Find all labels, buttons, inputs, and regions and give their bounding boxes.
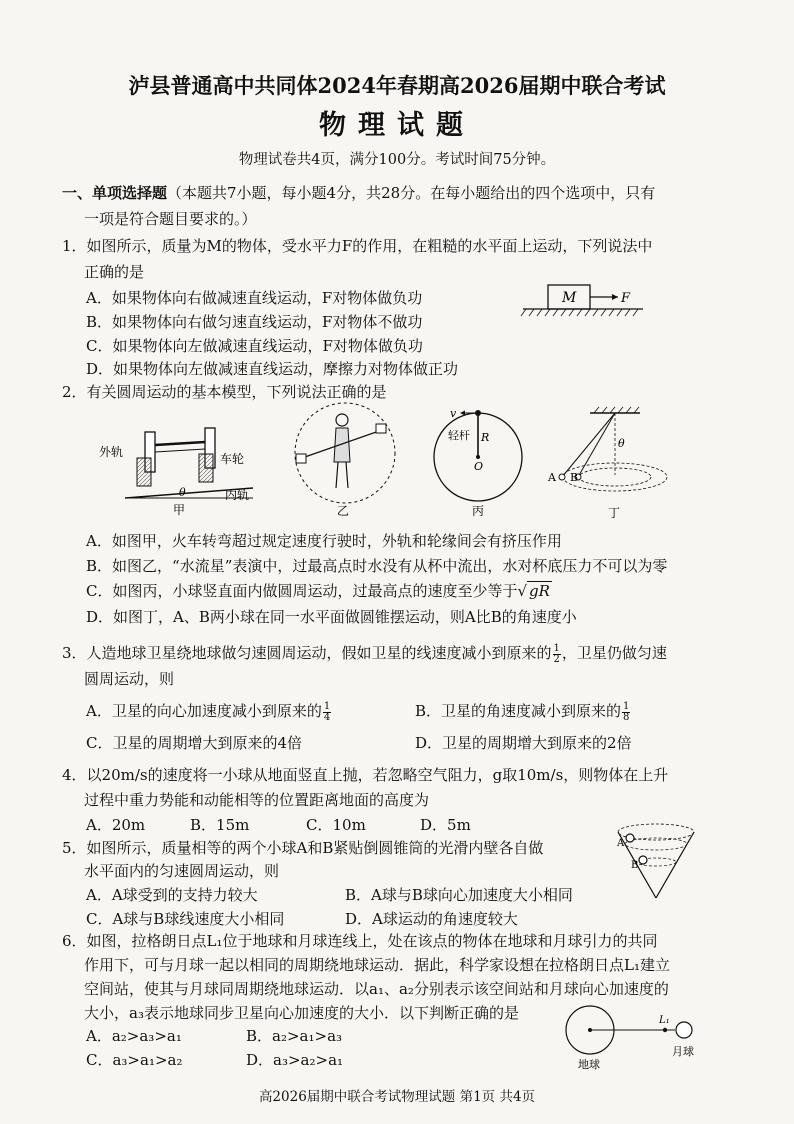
fraction-eighth: $\frac{1}{8}$ (623, 700, 630, 723)
velocity-arrow-head (460, 411, 465, 416)
center-point (476, 455, 480, 459)
q2-option-a: A．如图甲，火车转弯超过规定速度行驶时，外轨和轮缘间会有挤压作用 (86, 532, 562, 550)
q5-option-d: D．A球运动的角速度较大 (345, 910, 518, 928)
q2-figure-bing (428, 402, 528, 520)
earth-center (588, 1028, 592, 1032)
force-label: F (621, 291, 631, 306)
ball-a (559, 474, 565, 480)
ball-a-cone-label: A (617, 838, 625, 849)
performer-head (336, 414, 348, 426)
outer-rail-label: 外轨 (99, 445, 124, 459)
earth-label: 地球 (578, 1058, 600, 1071)
radius-label: R (481, 431, 490, 444)
fraction-half: $\frac{1}{2}$ (553, 642, 560, 665)
mass-label: M (562, 290, 577, 306)
q1-option-a: A．如果物体向右做减速直线运动，F对物体做负功 (86, 289, 423, 307)
outer-rail-block (137, 458, 151, 486)
angle-theta: θ (179, 486, 186, 499)
section-heading-line (62, 182, 655, 203)
moon-circle (676, 1022, 692, 1038)
ball-a-cone (626, 834, 634, 842)
q1-stem-2: 正确的是 (84, 263, 145, 281)
q3-option-d: D．卫星的周期增大到原来的2倍 (415, 734, 632, 752)
rod-label: 轻杆 (448, 429, 470, 442)
l1-label: L₁ (659, 1015, 670, 1026)
q4-stem-2: 过程中重力势能和动能相等的位置距离地面的高度为 (84, 791, 430, 809)
q2-stem: 2．有关圆周运动的基本模型，下列说法正确的是 (62, 383, 387, 401)
q2-option-b: B．如图乙，“水流星”表演中，过最高点时水没有从杯中流出，水对杯底压力不可以为零 (86, 557, 668, 575)
exam-note: 物理试卷共4页，满分100分。考试时间75分钟。 (238, 152, 556, 168)
q5-stem-2: 水平面内的匀速圆周运动，则 (84, 862, 280, 880)
performer-body (334, 428, 350, 462)
q3-stem-1 (62, 642, 667, 665)
q3-stem-1-post: ，卫星仍做匀速 (561, 644, 667, 662)
q6-option-c: C．a₃>a₁>a₂ (86, 1051, 183, 1069)
inner-rail-label: 内轨 (225, 488, 250, 502)
q1-option-c: C．如果物体向左做减速直线运动，F对物体做负功 (86, 337, 423, 355)
section-desc-1: （本题共7小题，每小题4分，共28分。在每小题给出的四个选项中，只有 (167, 184, 656, 202)
q2-option-d: D．如图丁，A、B两小球在同一水平面做圆锥摆运动，则A比B的角速度小 (86, 608, 577, 626)
ball-a-label: A (548, 471, 556, 484)
q4-option-c: C．10m (306, 816, 366, 834)
string-a (562, 413, 615, 477)
force-arrow-head (612, 294, 618, 300)
q6-stem-1: 6．如图，拉格朗日点L₁位于地球和月球连线上，处在该点的物体在地球和月球引力的共同 (62, 932, 658, 950)
section-heading: 一、单项选择题 (62, 184, 168, 202)
ball-b-label: B (570, 471, 579, 484)
q3-stem-2: 圆周运动，则 (84, 670, 175, 688)
cup-left (296, 454, 306, 463)
q2-option-c (86, 580, 552, 601)
q1-stem-1: 1．如图所示，质量为M的物体，受水平力F的作用，在粗糙的水平面上运动，下列说法中 (62, 237, 653, 255)
q5-option-c: C．A球与B球线速度大小相同 (86, 910, 285, 928)
cup-right (376, 424, 386, 433)
q6-figure (560, 1000, 710, 1075)
q4-stem-1: 4．以20m/s的速度将一小球从地面竖直上抛，若忽略空气阻力，g取10m/s，则物体在上升 (62, 766, 669, 784)
ceiling-hatch (594, 407, 639, 413)
center-label: O (474, 460, 484, 473)
sqrt-gr: gR (529, 582, 550, 600)
q1-option-d: D．如果物体向左做减速直线运动，摩擦力对物体做正功 (86, 360, 459, 378)
fraction-quarter: $\frac{1}{4}$ (323, 700, 331, 723)
q6-stem-4: 大小，a₃表示地球同步卫星向心加速度的大小．以下判断正确的是 (84, 1004, 519, 1022)
page-footer: 高2026届期中联合考试物理试题 第1页 共4页 (258, 1089, 536, 1105)
q2-figure-ding (540, 405, 680, 523)
caption-jia: 甲 (173, 503, 186, 517)
q6-stem-2: 作用下，可与月球一起以相同的周期绕地球运动．据此，科学家设想在拉格朗日点L₁建立 (84, 956, 670, 974)
performer-leg-right (346, 462, 348, 488)
q1-option-b: B．如果物体向右做匀速直线运动，F对物体不做功 (86, 313, 423, 331)
ground-hatch (521, 309, 638, 316)
q4-option-b: B．15m (190, 816, 250, 834)
l1-point (663, 1028, 667, 1032)
q5-option-b: B．A球与B球向心加速度大小相同 (345, 886, 573, 904)
cone-right-wall (656, 832, 694, 898)
q5-stem-1: 5．如图所示，质量相等的两个小球A和B紧贴倒圆锥筒的光滑内壁各自做 (62, 839, 544, 857)
q2-figure-yi (290, 400, 400, 520)
angle-theta-ding: θ (618, 437, 625, 450)
q6-option-d: D．a₃>a₂>a₁ (246, 1051, 344, 1069)
q6-option-a: A．a₂>a₃>a₁ (86, 1027, 182, 1045)
q2-option-c-text: C．如图丙，小球竖直面内做圆周运动，过最高点的速度至少等于 (86, 582, 518, 600)
performer-leg-left (336, 462, 338, 488)
q6-stem-3: 空间站，使其与月球同周期绕地球运动．以a₁、a₂分别表示该空间站和月球向心加速度的 (84, 980, 669, 998)
caption-bing: 丙 (472, 504, 485, 518)
moon-label: 月球 (672, 1045, 694, 1058)
q3-option-b (415, 700, 631, 723)
inner-rail-block (199, 454, 213, 482)
ball-b-cone-label: B (631, 860, 639, 871)
caption-yi: 乙 (337, 504, 350, 518)
q5-option-a: A．A球受到的支持力较大 (86, 886, 258, 904)
q3-option-b-text: B．卫星的角速度减小到原来的 (415, 702, 622, 720)
axle-lower (155, 449, 205, 452)
q4-option-d: D．5m (420, 816, 471, 834)
section-desc-2: 一项是符合题目要求的。） (84, 210, 257, 228)
ball-b-cone (639, 856, 647, 864)
wheel-label: 车轮 (220, 452, 245, 466)
q3-option-a (86, 700, 332, 723)
sqrt-symbol: √ (517, 582, 528, 600)
q3-stem-1-pre: 3．人造地球卫星绕地球做匀速圆周运动，假如卫星的线速度减小到原来的 (62, 644, 552, 662)
q6-option-b: B．a₂>a₁>a₃ (246, 1027, 343, 1045)
q5-figure (612, 822, 700, 902)
axle (155, 442, 205, 445)
caption-ding: 丁 (608, 506, 621, 520)
velocity-label: v (450, 407, 457, 420)
exam-title: 泸县普通高中共同体2024年春期高2026届期中联合考试 (128, 73, 666, 98)
q3-option-a-text: A．卫星的向心加速度减小到原来的 (86, 702, 322, 720)
string-b (578, 413, 615, 477)
subject-title: 物理试题 (319, 110, 475, 141)
q2-figure-jia (95, 410, 265, 518)
q4-option-a: A．20m (86, 816, 146, 834)
q3-option-c: C．卫星的周期增大到原来的4倍 (86, 734, 303, 752)
q1-figure (518, 280, 648, 325)
